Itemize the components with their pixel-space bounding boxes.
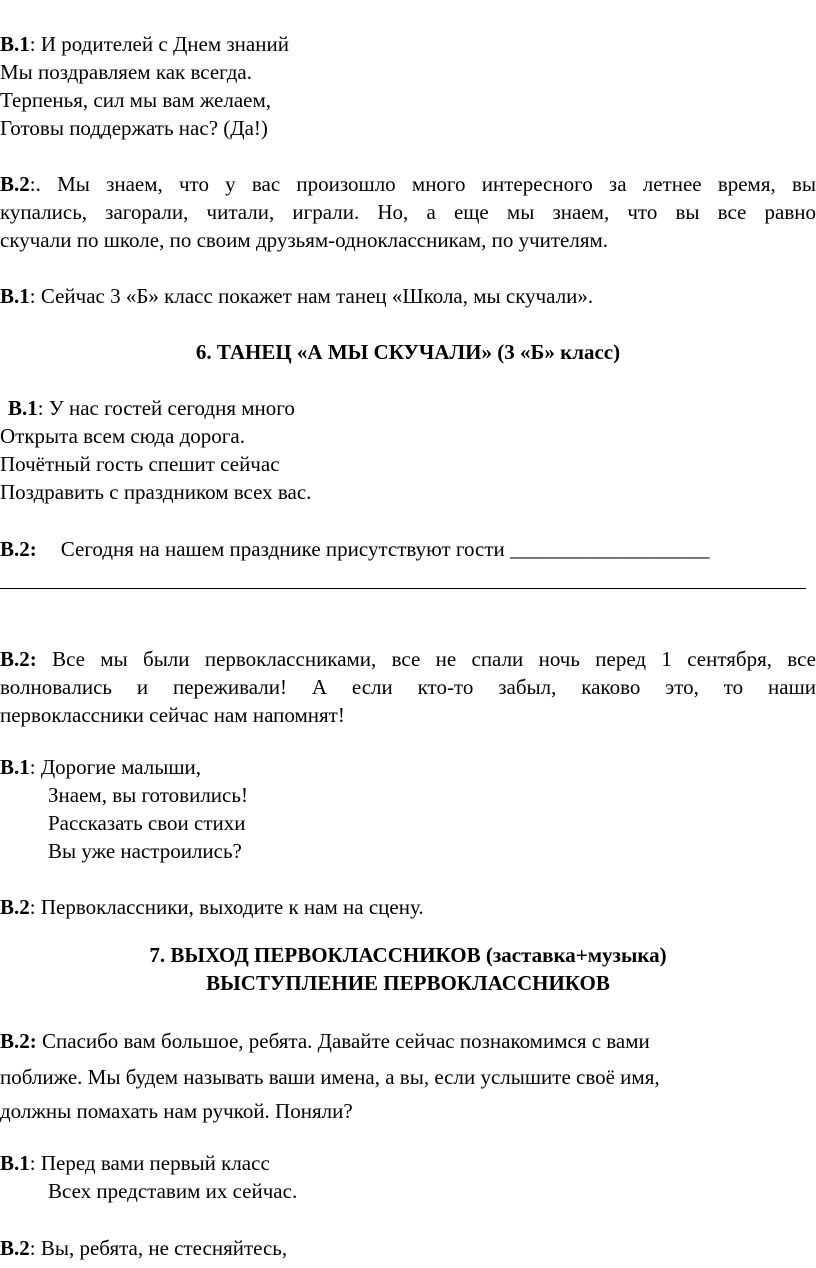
b7-line-2: Знаем, вы готовились! [48,783,248,807]
b5-line: В.2: Сегодня на нашем празднике присутствуют гости ___________________ [0,537,710,561]
b7-line-3: Рассказать свои стихи [48,811,246,835]
b1-line-1: В.1: И родителей с Днем знаний [0,32,289,56]
b3-line: В.1: Сейчас 3 «Б» класс покажет нам танец «Школа, мы скучали». [0,284,594,308]
b4-line-2: Открыта всем сюда дорога. [0,424,245,448]
speaker-label: В.1 [0,755,30,779]
speaker-label: В.1 [0,1151,30,1175]
speaker-label: В.2: [0,537,37,561]
b9-line-2: поближе. Мы будем называть ваши имена, а вы, если услышите своё имя, [0,1065,660,1089]
speaker-label: В.2: [0,647,37,671]
b2-line-2: купались, загорали, читали, играли. Но, а еще мы знаем, что вы все равно [0,200,816,224]
b9-line-3: должны помахать нам ручкой. Поняли? [0,1099,353,1123]
section-heading-6: 6. ТАНЕЦ «А МЫ СКУЧАЛИ» (3 «Б» класс) [195,340,621,364]
b6-line-3: первоклассники сейчас нам напомнят! [0,703,345,727]
b7-line-1: В.1: Дорогие малыши, [0,755,201,779]
section-heading-7: 7. ВЫХОД ПЕРВОКЛАССНИКОВ (заставка+музыка) [149,943,667,967]
blank-fill-line [0,588,806,589]
speaker-label: В.2: [0,1029,37,1053]
speaker-label: В.1 [0,32,30,56]
b10-line-1: В.1: Перед вами первый класс [0,1151,270,1175]
b11-line: В.2: Вы, ребята, не стесняйтесь, [0,1236,288,1260]
b2-line-3: скучали по школе, по своим друзьям-одноклассникам, по учителям. [0,228,609,252]
b7-line-4: Вы уже настроились? [48,839,242,863]
b1-line-4: Готовы поддержать нас? (Да!) [0,116,268,140]
b9-line-1: В.2: Спасибо вам большое, ребята. Давайте сейчас познакомимся с вами [0,1029,650,1053]
speaker-label: В.1 [0,284,30,308]
b4-line-3: Почётный гость спешит сейчас [0,452,280,476]
b6-line-1: В.2: Все мы были первоклассниками, все не спали ночь перед 1 сентября, все [0,647,816,671]
b6-line-2: волновались и переживали! А если кто-то забыл, каково это, то наши [0,675,816,699]
b1-line-2: Мы поздравляем как всегда. [0,60,252,84]
speaker-label: В.2 [0,172,30,196]
b10-line-2: Всех представим их сейчас. [48,1179,298,1203]
section-subheading-7: ВЫСТУПЛЕНИЕ ПЕРВОКЛАССНИКОВ [206,971,610,995]
b4-line-4: Поздравить с праздником всех вас. [0,480,312,504]
b1-line-3: Терпенья, сил мы вам желаем, [0,88,272,112]
b8-line: В.2: Первоклассники, выходите к нам на сцену. [0,895,424,919]
speaker-label: В.1 [8,396,38,420]
b2-line-1: В.2:. Мы знаем, что у вас произошло много интересного за летнее время, вы [0,172,816,196]
speaker-label: В.2 [0,895,30,919]
speaker-label: В.2 [0,1236,30,1260]
b4-line-1: В.1: У нас гостей сегодня много [8,396,295,420]
